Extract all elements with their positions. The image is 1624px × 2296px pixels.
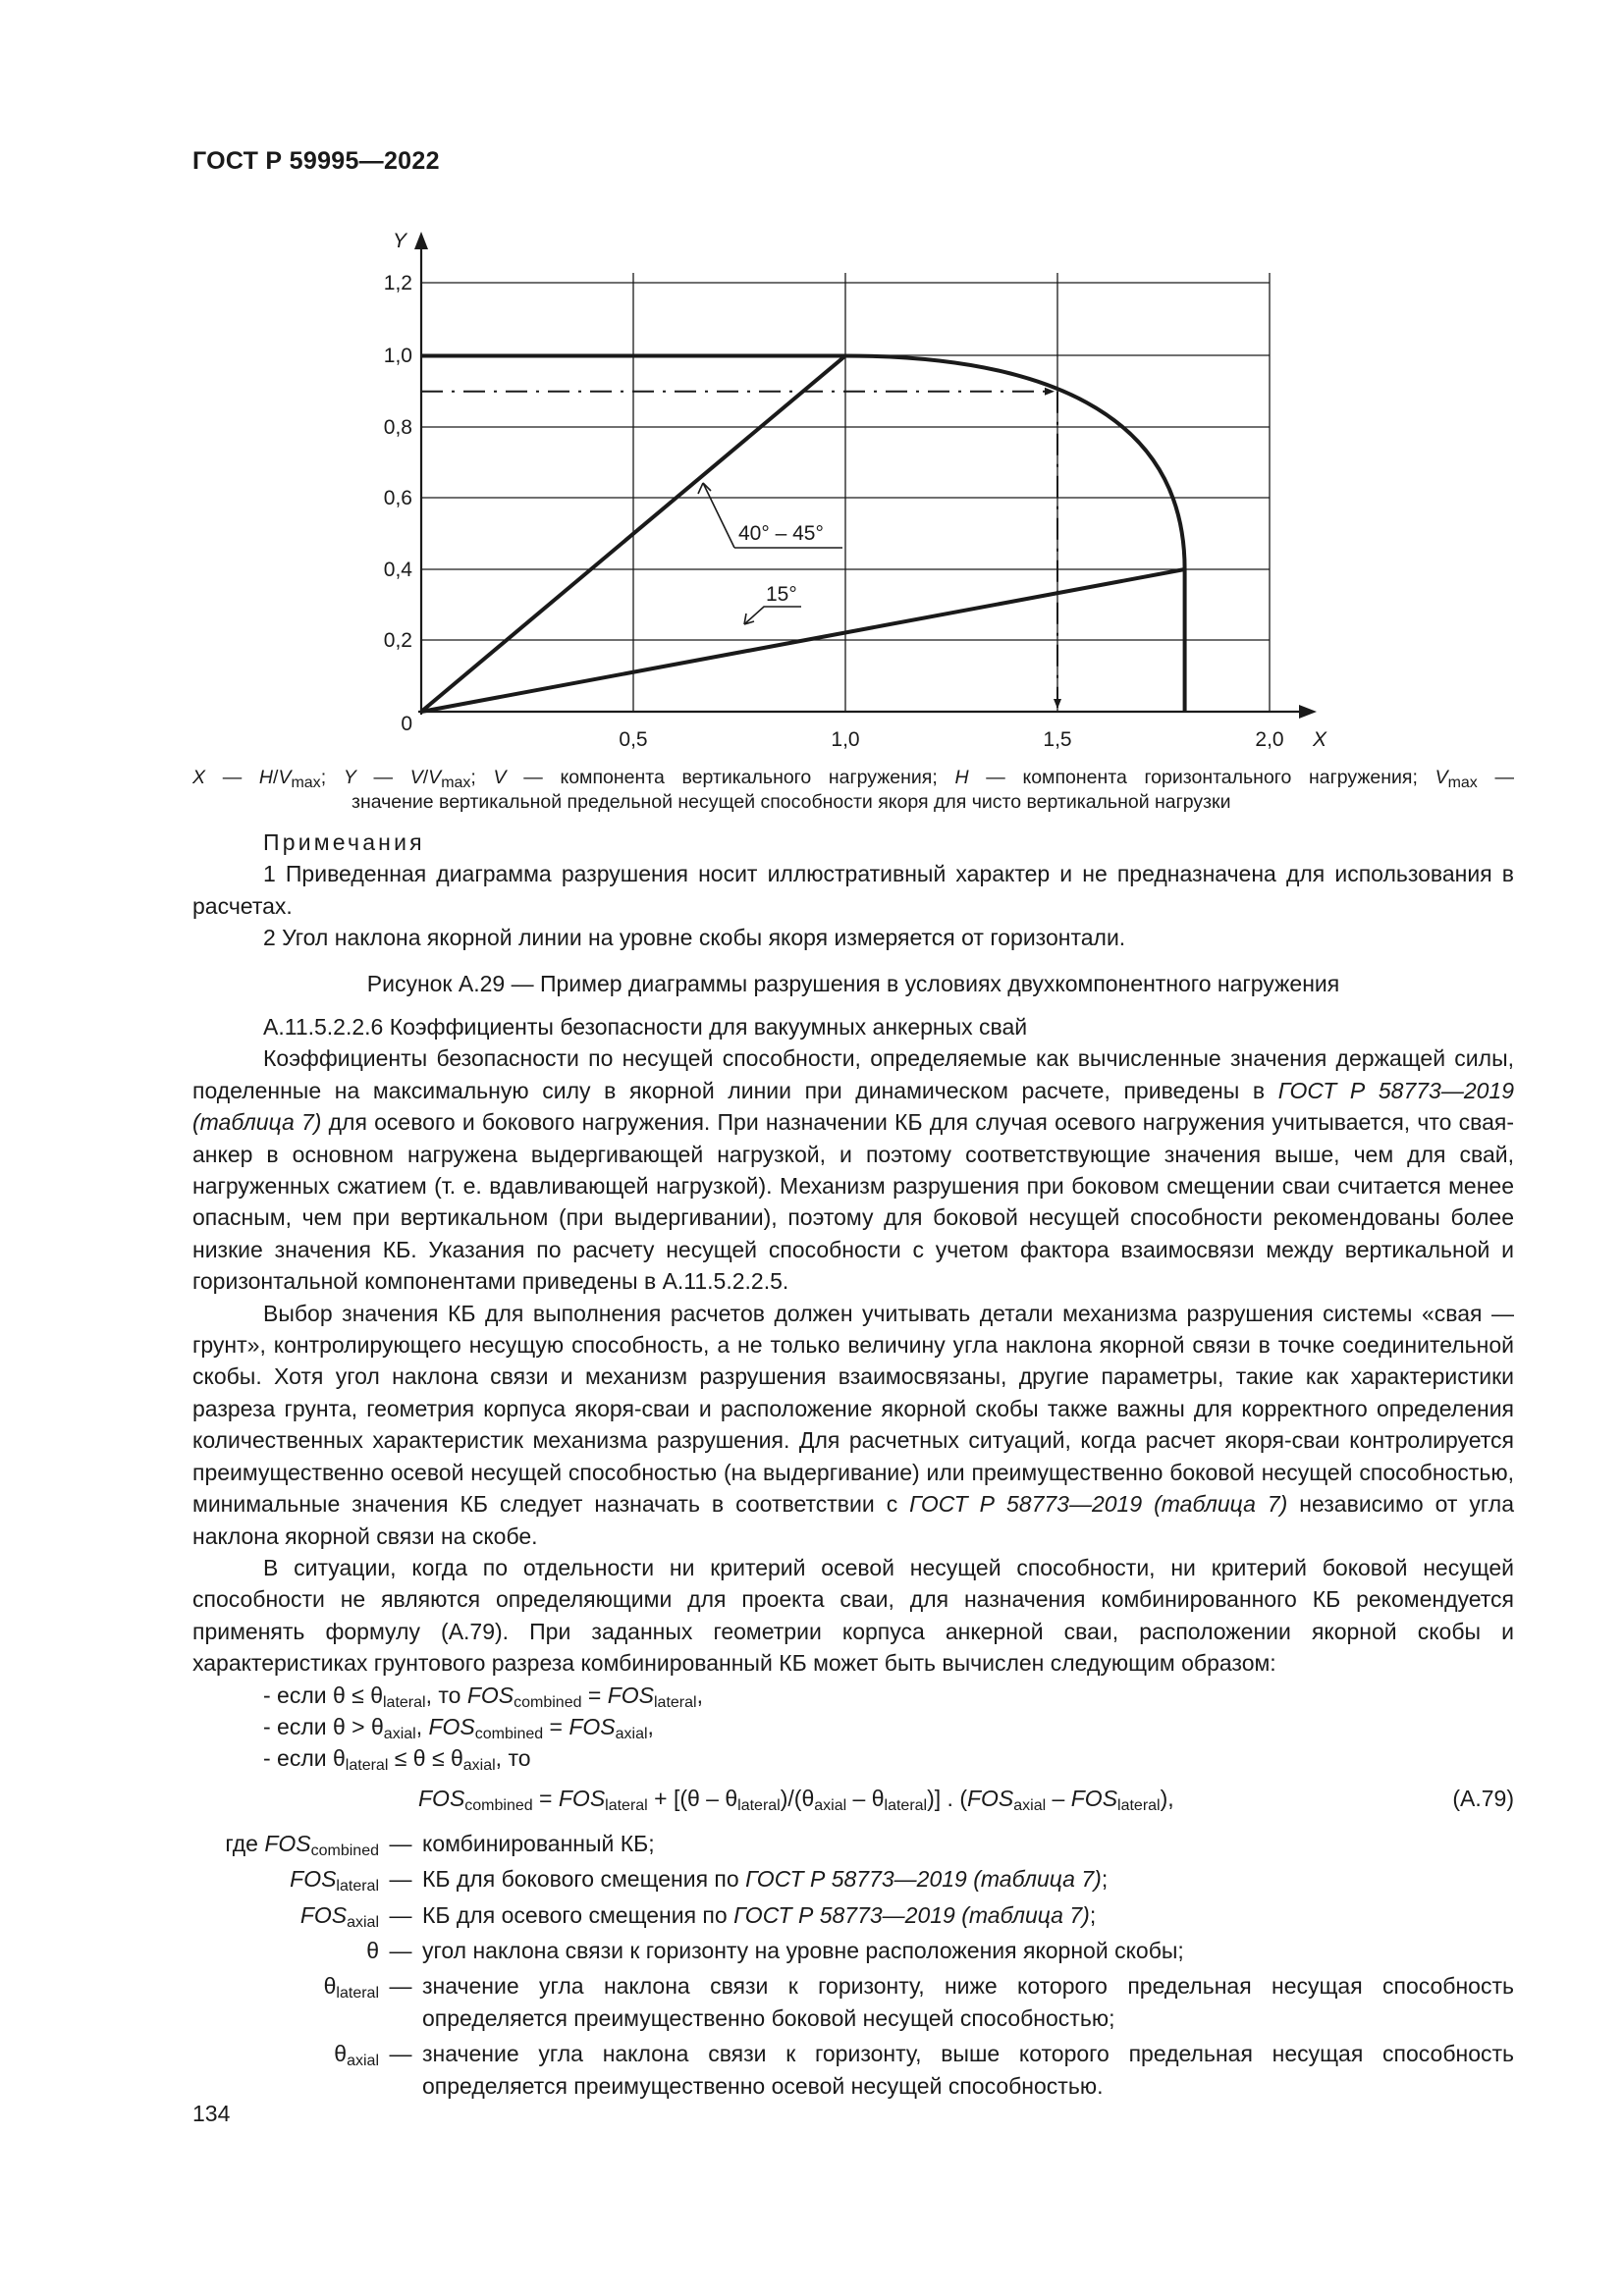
x-axis-arrow-icon <box>1299 705 1317 719</box>
note-1: 1 Приведенная диаграмма разрушения носит иллюстративный характер и не предназначена для использования в расчетах. <box>192 861 1514 919</box>
y-tick-label: 0,6 <box>383 487 412 509</box>
formula: $FOS_{combined} = FOS_{lateral} + [(\theta - \theta_{lateral})/(\theta_{axial} - \theta_{lateral})]$ . $(FOS_{axial} - FOS_{lateral})$, <box>418 1785 1174 1814</box>
y-tick-label: 1,0 <box>383 345 412 367</box>
y-axis-arrow-icon <box>414 232 428 249</box>
formula-number: (А.79) <box>1452 1785 1514 1811</box>
document-header: ГОСТ Р 59995—2022 <box>192 147 440 175</box>
definition-text: КБ для осевого смещения по ГОСТ Р 58773—2019 (таблица 7); <box>422 1901 1097 1928</box>
definitions <box>192 1828 1514 2102</box>
definition-term: где $FOS_{combined}$ <box>225 1830 379 1859</box>
definition-term: $FOS_{lateral}$ <box>290 1866 379 1896</box>
figure-legend-line-2: значение вертикальной предельной несущей способности якоря для чисто вертикальной нагрузки <box>352 791 1231 813</box>
paragraph-2: Выбор значения КБ для выполнения расчетов должен учитывать детали механизма разрушения системы «свая — грунт», контролирующего несущую способность, а не только величину угла наклона якорной связи в точке соединительной скобы. Хотя угол наклона связи и механизм разрушения взаимосвязаны, другие параметры, такие как характеристики разреза грунта, геометрия корпуса якоря-сваи и расположение якорной скобы также важны для корректного определения количественных характеристик механизма разрушения. Для расчетных ситуаций, когда расчет якоря-сваи контролируется преимущественно осевой несущей способностью (на выдергивание) или преимущественно боковой несущей способностью, минимальные значения КБ следует назначать в соответствии с ГОСТ Р 58773—2019 (таблица 7) независимо от угла наклона якорной связи на скобе. <box>192 1300 1514 1549</box>
definition-term: $\theta_{lateral}$ <box>323 1973 379 2002</box>
list-item: - если $\theta_{lateral} \le \theta \le \theta_{axial}$, то <box>263 1745 531 1775</box>
y-tick-label: 0 <box>401 713 412 735</box>
steep-leader-arrow-icon <box>698 483 711 494</box>
definition-text: КБ для бокового смещения по ГОСТ Р 58773—2019 (таблица 7); <box>422 1866 1109 1893</box>
definition-text: угол наклона связи к горизонту на уровне расположения якорной скобы; <box>422 1937 1184 1963</box>
definition-row: θ — угол наклона связи к горизонту на уровне расположения якорной скобы; <box>192 1935 1514 1966</box>
definition-text: значение угла наклона связи к горизонту, выше которого предельная несущая способность определяется преимущественно осевой несущей способностью. <box>422 2041 1514 2099</box>
definition-term: $\theta_{axial}$ <box>334 2041 379 2070</box>
note-2: 2 Угол наклона якорной линии на уровне скобы якоря измеряется от горизонтали. <box>263 925 1126 951</box>
y-tick-label: 0,8 <box>383 416 412 439</box>
list-item: - если $\theta \le \theta_{lateral}$, то $FOS_{combined} = FOS_{lateral}$, <box>263 1682 703 1711</box>
axes <box>414 232 1317 719</box>
list-item: - если $\theta > \theta_{axial}$, $FOS_{combined} = FOS_{axial}$, <box>263 1713 654 1742</box>
paragraph-1: Коэффициенты безопасности по несущей способности, определяемые как вычисленные значения держащей силы, поделенные на максимальную силу в якорной линии при динамическом расчете, приведены в ГОСТ Р 58773—2019 (таблица 7) для осевого и бокового нагружения. При назначении КБ для случая осевого нагружения учитывается, что свая-анкер в основном нагружена выдергивающей нагрузкой, и поэтому соответствующие значения выше, чем для свай, нагруженных сжатием (т. е. вдавливающей нагрузкой). Механизм разрушения при боковом смещении сваи считается менее опасным, чем при вертикальном (при выдергивании), поэтому для боковой несущей способности рекомендованы более низкие значения КБ. Указания по расчету несущей способности с учетом фактора взаимосвязи между вертикальной и горизонтальной компонентами приведены в А.11.5.2.2.5. <box>192 1045 1515 1295</box>
figure-notes <box>192 827 1514 999</box>
definition-text: комбинированный КБ; <box>422 1830 655 1856</box>
definition-row: где $FOS_{combined}$ — комбинированный КБ; <box>192 1828 1514 1859</box>
definition-row: $\theta_{lateral}$ — значение угла наклона связи к горизонту, ниже которого предельная несущая способность определяется преимущественно боковой несущей способностью; <box>192 1970 1514 2034</box>
figure-caption: Рисунок А.29 — Пример диаграммы разрушения в условиях двухкомпонентного нагружения <box>366 970 1340 996</box>
grid <box>421 273 1270 712</box>
x-tick-label: 1,0 <box>831 728 860 751</box>
definition-row: $FOS_{axial}$ — КБ для осевого смещения по ГОСТ Р 58773—2019 (таблица 7); <box>192 1899 1514 1931</box>
page-number: 134 <box>192 2101 231 2126</box>
y-tick-label: 1,2 <box>383 272 412 294</box>
notes-heading: Примечания <box>263 829 425 855</box>
condition-list <box>192 1680 1514 1775</box>
definition-term: $FOS_{axial}$ <box>299 1901 379 1931</box>
x-axis-letter: X <box>1313 728 1327 751</box>
y-tick-label: 0,2 <box>383 629 412 652</box>
x-tick-label: 1,5 <box>1043 728 1072 751</box>
definition-row: $FOS_{lateral}$ — КБ для бокового смещения по ГОСТ Р 58773—2019 (таблица 7); <box>192 1863 1514 1895</box>
y-axis-letter: Y <box>393 230 407 252</box>
angle-label-steep: 40° – 45° <box>738 522 824 545</box>
y-tick-label: 0,4 <box>383 559 412 581</box>
formula-row <box>192 1781 1514 1820</box>
x-tick-label: 0,5 <box>619 728 648 751</box>
definition-term: θ <box>366 1937 379 1963</box>
failure-diagram <box>0 0 1624 785</box>
definition-row: $\theta_{axial}$ — значение угла наклона связи к горизонту, выше которого предельная несущая способность определяется преимущественно осевой несущей способностью. <box>192 2038 1514 2102</box>
figure-legend <box>192 766 1514 815</box>
x-tick-label: 2,0 <box>1255 728 1284 751</box>
figure-legend-line-1: X — $H/V_{max}$; Y — $V/V_{max}$; V — компонента вертикального нагружения; H — компонента горизонтального нагружения; $V_{max}$ — <box>192 767 1515 791</box>
definition-text: значение угла наклона связи к горизонту, ниже которого предельная несущая способность определяется преимущественно боковой несущей способностью; <box>422 1973 1514 2031</box>
paragraph-3: В ситуации, когда по отдельности ни критерий осевой несущей способности, ни критерий боковой несущей способности не являются определяющими для проекта сваи, для назначения комбинированного КБ рекомендуется применять формулу (А.79). При заданных геометрии корпуса анкерной сваи, расположении якорной скобы и характеристиках грунтового разреза комбинированный КБ может быть вычислен следующим образом: <box>192 1554 1514 1677</box>
angle-label-shallow: 15° <box>766 583 797 606</box>
steep-leader-line <box>703 483 734 548</box>
section-title: А.11.5.2.2.6 Коэффициенты безопасности для вакуумных анкерных свай <box>263 1014 1028 1040</box>
section-body <box>192 1011 1514 2106</box>
